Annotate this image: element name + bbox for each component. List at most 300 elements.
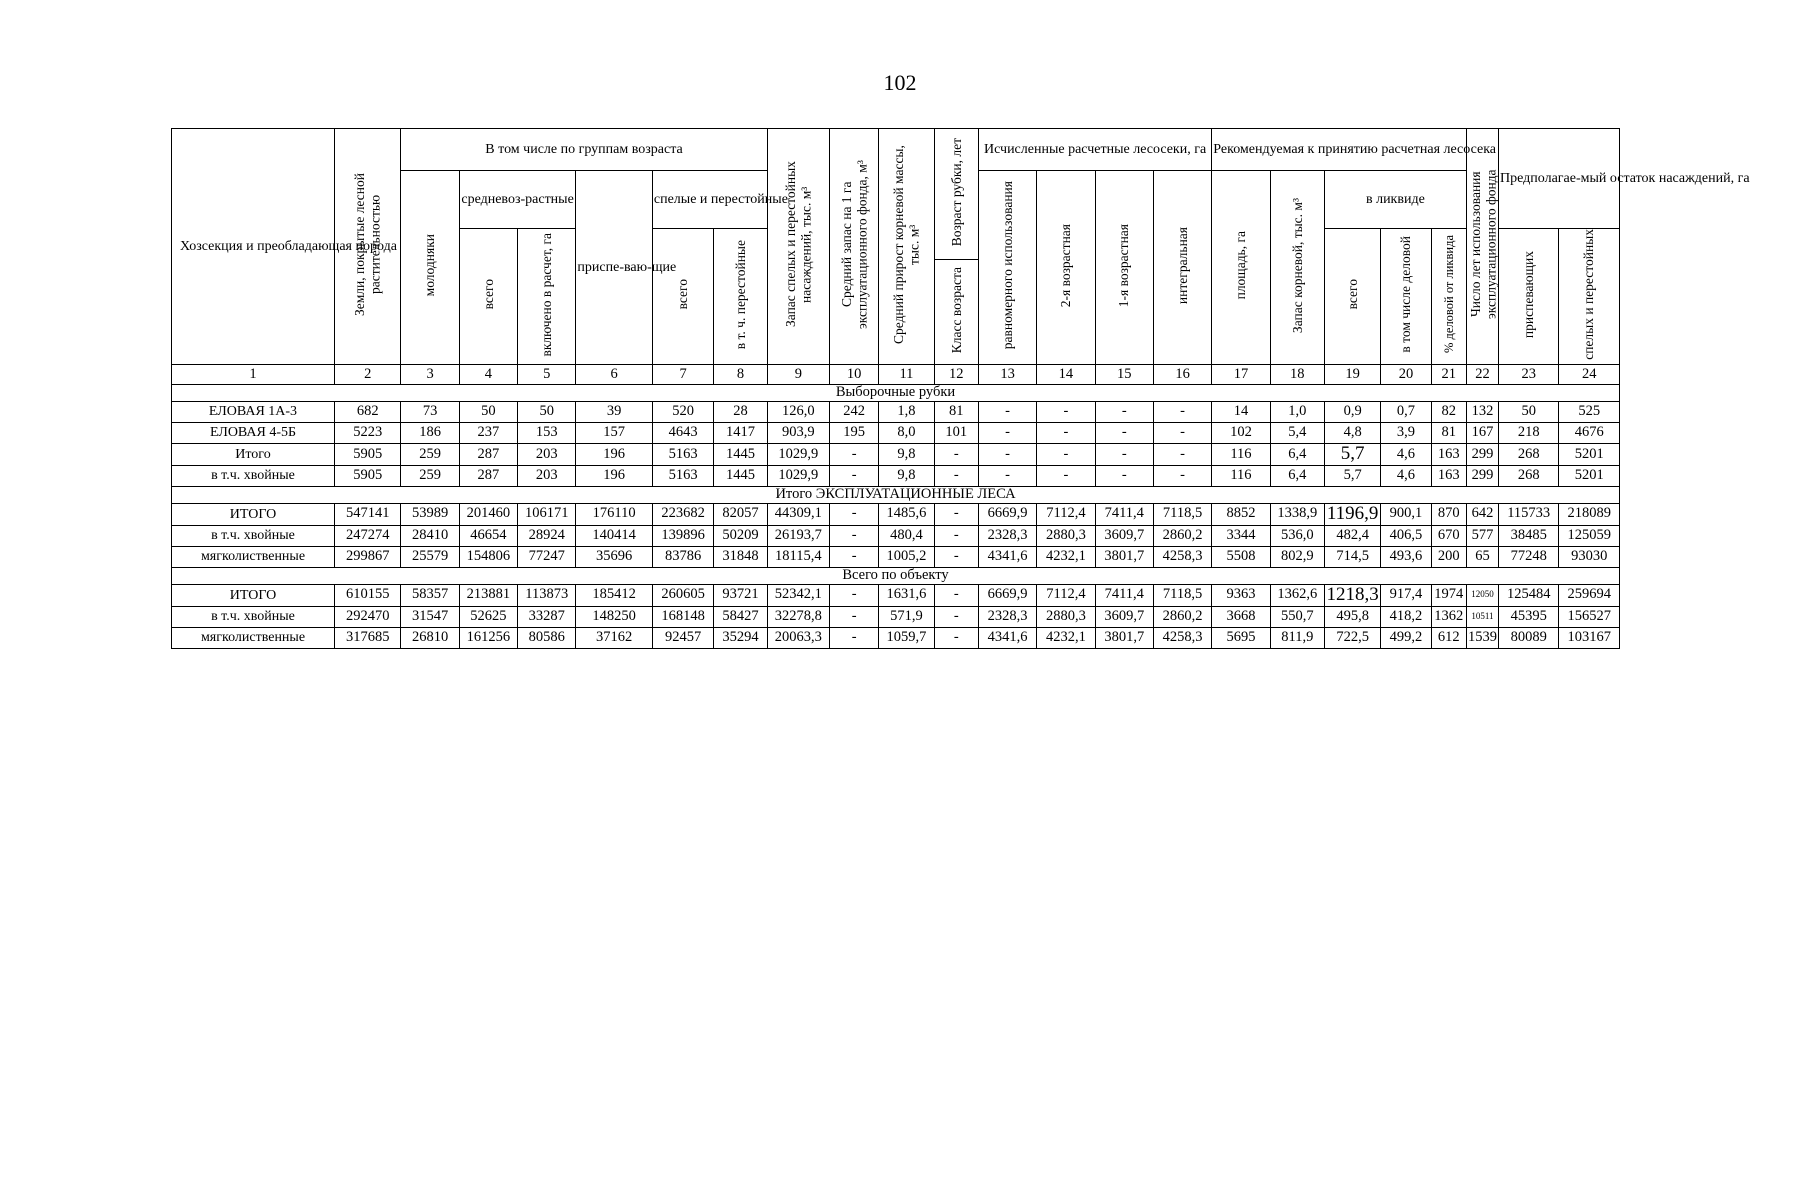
table-cell: 83786 xyxy=(652,546,713,567)
table-cell: 35294 xyxy=(714,627,767,648)
header-integralnaya: интегральная xyxy=(1153,171,1211,365)
table-cell: 610155 xyxy=(334,584,400,606)
table-row xyxy=(172,584,1620,606)
table-cell: 38485 xyxy=(1499,525,1559,546)
table-cell: 203 xyxy=(518,444,576,466)
table-cell: - xyxy=(1095,402,1153,423)
section-row xyxy=(172,385,1620,402)
table-cell: 3668 xyxy=(1212,606,1270,627)
table-cell: 77247 xyxy=(518,546,576,567)
table-cell: 802,9 xyxy=(1270,546,1324,567)
column-number: 17 xyxy=(1212,365,1270,385)
table-cell: 167 xyxy=(1466,423,1498,444)
section-row xyxy=(172,487,1620,504)
column-number: 18 xyxy=(1270,365,1324,385)
table-cell: 132 xyxy=(1466,402,1498,423)
column-number: 8 xyxy=(714,365,767,385)
table-cell: 31547 xyxy=(401,606,459,627)
table-cell: 2328,3 xyxy=(978,606,1036,627)
header-ischislennye: Исчисленные расчетные лесосеки, га xyxy=(978,129,1211,171)
table-cell: 4258,3 xyxy=(1153,546,1211,567)
row-label: ИТОГО xyxy=(172,503,335,525)
table-cell: 493,6 xyxy=(1381,546,1431,567)
table-cell: 93030 xyxy=(1559,546,1620,567)
table-cell: 125059 xyxy=(1559,525,1620,546)
table-cell: - xyxy=(978,466,1036,487)
table-cell: - xyxy=(934,627,978,648)
header-spelye: спелые и перестойные xyxy=(652,171,767,229)
table-cell: - xyxy=(934,584,978,606)
table-cell: 9,8 xyxy=(879,466,934,487)
column-number: 7 xyxy=(652,365,713,385)
table-cell: 259694 xyxy=(1559,584,1620,606)
column-number: 14 xyxy=(1037,365,1095,385)
table-cell: 482,4 xyxy=(1324,525,1380,546)
table-cell: 4232,1 xyxy=(1037,627,1095,648)
table-cell: 525 xyxy=(1559,402,1620,423)
header-hozsekciya: Хозсекция и преобладающая порода xyxy=(172,129,335,365)
table-cell: - xyxy=(1095,466,1153,487)
header-ploshad: площадь, га xyxy=(1212,171,1270,365)
table-cell: 8,0 xyxy=(879,423,934,444)
section-title: Итого ЭКСПЛУАТАЦИОННЫЕ ЛЕСА xyxy=(172,487,1620,504)
row-label: мягколиственные xyxy=(172,627,335,648)
table-cell: 870 xyxy=(1431,503,1466,525)
table-cell: 6,4 xyxy=(1270,444,1324,466)
table-cell: 58357 xyxy=(401,584,459,606)
row-label: в т.ч. хвойные xyxy=(172,466,335,487)
table-cell: 31848 xyxy=(714,546,767,567)
table-cell: - xyxy=(1153,423,1211,444)
table-cell: 4258,3 xyxy=(1153,627,1211,648)
header-molodnyaki: молодняки xyxy=(401,171,459,365)
table-cell: 6669,9 xyxy=(978,503,1036,525)
table-cell: 811,9 xyxy=(1270,627,1324,648)
table-cell: 32278,8 xyxy=(767,606,829,627)
table-cell: 2328,3 xyxy=(978,525,1036,546)
table-cell: 25579 xyxy=(401,546,459,567)
column-number: 24 xyxy=(1559,365,1620,385)
table-cell: 4676 xyxy=(1559,423,1620,444)
table-cell: 577 xyxy=(1466,525,1498,546)
table-cell: 106171 xyxy=(518,503,576,525)
column-number: 1 xyxy=(172,365,335,385)
column-numbers-row xyxy=(172,365,1620,385)
table-cell: 1417 xyxy=(714,423,767,444)
table-cell: 5201 xyxy=(1559,466,1620,487)
table-cell: 203 xyxy=(518,466,576,487)
table-cell: 37162 xyxy=(576,627,652,648)
table-cell: 5201 xyxy=(1559,444,1620,466)
table-cell: - xyxy=(830,525,879,546)
table-cell: 259 xyxy=(401,444,459,466)
header-vozrast-rubki: Возраст рубки, лет xyxy=(934,129,978,260)
table-cell: 92457 xyxy=(652,627,713,648)
table-cell: 268 xyxy=(1499,466,1559,487)
table-cell: - xyxy=(978,444,1036,466)
header-delovoy: в том числе деловой xyxy=(1381,229,1431,365)
table-cell: 1338,9 xyxy=(1270,503,1324,525)
table-cell: 80089 xyxy=(1499,627,1559,648)
table-cell: 287 xyxy=(459,444,517,466)
header-predpolagaemyy: Предполагае-мый остаток насаждений, га xyxy=(1499,129,1620,229)
table-cell: 268 xyxy=(1499,444,1559,466)
column-number: 23 xyxy=(1499,365,1559,385)
table-cell: 65 xyxy=(1466,546,1498,567)
table-cell: 80586 xyxy=(518,627,576,648)
table-cell: 113873 xyxy=(518,584,576,606)
table-row xyxy=(172,402,1620,423)
table-cell: 163 xyxy=(1431,444,1466,466)
table-cell: 4,6 xyxy=(1381,466,1431,487)
table-cell: 5905 xyxy=(334,466,400,487)
table-cell: 5223 xyxy=(334,423,400,444)
table-cell: 14 xyxy=(1212,402,1270,423)
table-cell: - xyxy=(1095,423,1153,444)
table-cell: 1445 xyxy=(714,466,767,487)
table-cell: 682 xyxy=(334,402,400,423)
table-cell: 153 xyxy=(518,423,576,444)
row-label: Итого xyxy=(172,444,335,466)
table-cell: 259 xyxy=(401,466,459,487)
header-srednevoz: средневоз-растные xyxy=(459,171,576,229)
table-cell: 520 xyxy=(652,402,713,423)
table-row xyxy=(172,546,1620,567)
header-vozr1: 1-я возрастная xyxy=(1095,171,1153,365)
table-cell: 6,4 xyxy=(1270,466,1324,487)
column-number: 5 xyxy=(518,365,576,385)
table-cell: 917,4 xyxy=(1381,584,1431,606)
table-cell: 3609,7 xyxy=(1095,525,1153,546)
table-cell: 1445 xyxy=(714,444,767,466)
column-number: 6 xyxy=(576,365,652,385)
table-cell: - xyxy=(830,546,879,567)
column-number: 12 xyxy=(934,365,978,385)
table-cell: 93721 xyxy=(714,584,767,606)
table-row xyxy=(172,423,1620,444)
table-cell: 8852 xyxy=(1212,503,1270,525)
table-cell: 125484 xyxy=(1499,584,1559,606)
table-cell: 260605 xyxy=(652,584,713,606)
table-cell: 148250 xyxy=(576,606,652,627)
header-likvid-vsego: всего xyxy=(1324,229,1380,365)
column-number: 9 xyxy=(767,365,829,385)
table-cell: 50209 xyxy=(714,525,767,546)
table-cell: 722,5 xyxy=(1324,627,1380,648)
table-cell: 642 xyxy=(1466,503,1498,525)
table-cell: 33287 xyxy=(518,606,576,627)
column-number: 3 xyxy=(401,365,459,385)
table-cell: 1362 xyxy=(1431,606,1466,627)
table-row xyxy=(172,606,1620,627)
table-cell: 900,1 xyxy=(1381,503,1431,525)
table-cell: 550,7 xyxy=(1270,606,1324,627)
table-body xyxy=(172,365,1620,648)
table-cell: 168148 xyxy=(652,606,713,627)
table-cell: 9363 xyxy=(1212,584,1270,606)
table-cell: 495,8 xyxy=(1324,606,1380,627)
table-row xyxy=(172,503,1620,525)
table-cell: 2880,3 xyxy=(1037,606,1095,627)
table-cell: 28410 xyxy=(401,525,459,546)
table-cell: 7112,4 xyxy=(1037,503,1095,525)
table-cell: 218089 xyxy=(1559,503,1620,525)
table-cell: 81 xyxy=(1431,423,1466,444)
table-cell: 218 xyxy=(1499,423,1559,444)
column-number: 4 xyxy=(459,365,517,385)
header-rekomenduemaya: Рекомендуемая к принятию расчетная лесосека xyxy=(1212,129,1467,171)
table-cell: - xyxy=(934,466,978,487)
table-cell: 2860,2 xyxy=(1153,525,1211,546)
column-number: 19 xyxy=(1324,365,1380,385)
table-cell: 53989 xyxy=(401,503,459,525)
table-cell: 52625 xyxy=(459,606,517,627)
table-cell: 0,9 xyxy=(1324,402,1380,423)
table-cell: 5695 xyxy=(1212,627,1270,648)
table-cell: - xyxy=(1037,423,1095,444)
row-label: ИТОГО xyxy=(172,584,335,606)
column-number: 2 xyxy=(334,365,400,385)
header-spelyh: спелых и перестойных xyxy=(1559,229,1620,365)
table-cell: 406,5 xyxy=(1381,525,1431,546)
table-cell: 52342,1 xyxy=(767,584,829,606)
table-cell: 242 xyxy=(830,402,879,423)
table-cell: 1218,3 xyxy=(1324,584,1380,606)
table-cell: 547141 xyxy=(334,503,400,525)
row-label: ЕЛОВАЯ 4-5Б xyxy=(172,423,335,444)
table-cell: 1196,9 xyxy=(1324,503,1380,525)
table-cell: 7118,5 xyxy=(1153,503,1211,525)
table-cell: - xyxy=(934,444,978,466)
table-cell: 571,9 xyxy=(879,606,934,627)
table-cell: 3801,7 xyxy=(1095,546,1153,567)
table-cell: 101 xyxy=(934,423,978,444)
table-cell: 2880,3 xyxy=(1037,525,1095,546)
table-cell: 5508 xyxy=(1212,546,1270,567)
table-cell: 44309,1 xyxy=(767,503,829,525)
table-cell: 0,7 xyxy=(1381,402,1431,423)
table-cell: 499,2 xyxy=(1381,627,1431,648)
table-cell: 9,8 xyxy=(879,444,934,466)
table-cell: - xyxy=(978,423,1036,444)
table-cell: 10511 xyxy=(1466,606,1498,627)
page-number: 102 xyxy=(883,70,917,95)
table-cell: 77248 xyxy=(1499,546,1559,567)
table-cell: - xyxy=(1037,466,1095,487)
table-row xyxy=(172,466,1620,487)
table-cell: 670 xyxy=(1431,525,1466,546)
table-cell: 140414 xyxy=(576,525,652,546)
table-cell: 4,8 xyxy=(1324,423,1380,444)
table-cell: 1539 xyxy=(1466,627,1498,648)
table-cell: 200 xyxy=(1431,546,1466,567)
table-cell: 81 xyxy=(934,402,978,423)
table-cell: 28924 xyxy=(518,525,576,546)
table-cell: 3344 xyxy=(1212,525,1270,546)
table-cell: 1029,9 xyxy=(767,444,829,466)
table-cell: 176110 xyxy=(576,503,652,525)
table-cell: 1974 xyxy=(1431,584,1466,606)
table-cell: 12050 xyxy=(1466,584,1498,606)
column-number: 15 xyxy=(1095,365,1153,385)
table-cell: 154806 xyxy=(459,546,517,567)
table-cell: 4232,1 xyxy=(1037,546,1095,567)
table-cell: 18115,4 xyxy=(767,546,829,567)
table-cell: 292470 xyxy=(334,606,400,627)
table-cell: 73 xyxy=(401,402,459,423)
table-cell: 1005,2 xyxy=(879,546,934,567)
table-cell: 247274 xyxy=(334,525,400,546)
section-title: Всего по объекту xyxy=(172,567,1620,584)
header-vozr2: 2-я возрастная xyxy=(1037,171,1095,365)
header-prispevayushie: приспе-ваю-щие xyxy=(576,171,652,365)
header-spelye-vsego: всего xyxy=(652,229,713,365)
table-cell: 7112,4 xyxy=(1037,584,1095,606)
header-zapas: Запас спелых и перестойных насаждений, тыс. м³ xyxy=(767,129,829,365)
header-prispevayushih: приспевающих xyxy=(1499,229,1559,365)
table-cell: 4341,6 xyxy=(978,546,1036,567)
table-cell: 186 xyxy=(401,423,459,444)
table-cell: 157 xyxy=(576,423,652,444)
table-cell: - xyxy=(1095,444,1153,466)
table-cell: - xyxy=(830,627,879,648)
table-cell: 20063,3 xyxy=(767,627,829,648)
header-sredniy-zapas: Средний запас на 1 га эксплуатационного фонда, м³ xyxy=(830,129,879,365)
table-cell: 39 xyxy=(576,402,652,423)
table-cell: 6669,9 xyxy=(978,584,1036,606)
table-cell: 201460 xyxy=(459,503,517,525)
section-row xyxy=(172,567,1620,584)
table-cell: 102 xyxy=(1212,423,1270,444)
table-cell: 5163 xyxy=(652,444,713,466)
table-cell: 213881 xyxy=(459,584,517,606)
section-title: Выборочные рубки xyxy=(172,385,1620,402)
table-cell: 3801,7 xyxy=(1095,627,1153,648)
table-cell: 317685 xyxy=(334,627,400,648)
table-header xyxy=(172,129,1750,365)
table-cell: 612 xyxy=(1431,627,1466,648)
table-cell: - xyxy=(1153,444,1211,466)
table-cell: 82 xyxy=(1431,402,1466,423)
table-cell: 26810 xyxy=(401,627,459,648)
table-cell: 4341,6 xyxy=(978,627,1036,648)
header-vtch-perestoynye: в т. ч. перестойные xyxy=(714,229,767,365)
table-cell: - xyxy=(934,546,978,567)
table-row xyxy=(172,525,1620,546)
table-cell: - xyxy=(934,606,978,627)
table-cell: 1631,6 xyxy=(879,584,934,606)
header-ravnomernogo: равномерного использования xyxy=(978,171,1036,365)
table-cell: 1029,9 xyxy=(767,466,829,487)
table-cell: 46654 xyxy=(459,525,517,546)
table-cell: 161256 xyxy=(459,627,517,648)
table-cell: - xyxy=(830,503,879,525)
table-cell: 5,4 xyxy=(1270,423,1324,444)
table-cell: 418,2 xyxy=(1381,606,1431,627)
table-cell: 1059,7 xyxy=(879,627,934,648)
header-zapas-kornevoy: Запас корневой, тыс. м³ xyxy=(1270,171,1324,365)
column-number: 21 xyxy=(1431,365,1466,385)
column-number: 22 xyxy=(1466,365,1498,385)
table-cell: 1,8 xyxy=(879,402,934,423)
row-label: мягколиственные xyxy=(172,546,335,567)
table-cell: 163 xyxy=(1431,466,1466,487)
table-cell: 7411,4 xyxy=(1095,584,1153,606)
table-cell: 5163 xyxy=(652,466,713,487)
header-v-tom-chisle: В том числе по группам возраста xyxy=(401,129,767,171)
header-vklyucheno: включено в расчет, га xyxy=(518,229,576,365)
column-number: 11 xyxy=(879,365,934,385)
table-cell: 237 xyxy=(459,423,517,444)
table-cell: - xyxy=(830,606,879,627)
table-cell: 223682 xyxy=(652,503,713,525)
table-cell: 480,4 xyxy=(879,525,934,546)
table-cell: 5,7 xyxy=(1324,466,1380,487)
table-cell: 1,0 xyxy=(1270,402,1324,423)
table-cell: 126,0 xyxy=(767,402,829,423)
table-cell: 196 xyxy=(576,466,652,487)
table-cell: 195 xyxy=(830,423,879,444)
table-cell: 2860,2 xyxy=(1153,606,1211,627)
table-cell: 196 xyxy=(576,444,652,466)
table-cell: 903,9 xyxy=(767,423,829,444)
header-klass-vozrasta: Класс возраста xyxy=(934,260,978,365)
header-sredniy-prirost: Средний прирост корневой массы, тыс. м³ xyxy=(879,129,934,365)
table-cell: 115733 xyxy=(1499,503,1559,525)
header-v-likvide: в ликвиде xyxy=(1324,171,1466,229)
table-cell: 50 xyxy=(1499,402,1559,423)
table-row xyxy=(172,444,1620,466)
column-number: 16 xyxy=(1153,365,1211,385)
table-cell: - xyxy=(1037,444,1095,466)
header-pct-delovoy: % деловой от ликвида xyxy=(1431,229,1466,365)
header-srednevoz-vsego: всего xyxy=(459,229,517,365)
table-cell: 299867 xyxy=(334,546,400,567)
table-cell: 3609,7 xyxy=(1095,606,1153,627)
table-cell: - xyxy=(934,503,978,525)
table-row xyxy=(172,627,1620,648)
table-cell: 299 xyxy=(1466,444,1498,466)
table-cell: 50 xyxy=(459,402,517,423)
table-cell: 5905 xyxy=(334,444,400,466)
table-cell: - xyxy=(830,584,879,606)
table-cell: - xyxy=(1153,402,1211,423)
table-cell: 4,6 xyxy=(1381,444,1431,466)
table-cell: 714,5 xyxy=(1324,546,1380,567)
table-cell: 5,7 xyxy=(1324,444,1380,466)
table-cell: - xyxy=(1153,466,1211,487)
table-cell: 50 xyxy=(518,402,576,423)
header-zemli: Земли, покрытые лесной растительностью xyxy=(334,129,400,365)
table-cell: 156527 xyxy=(1559,606,1620,627)
header-chislo-let: Число лет использования эксплуатационного фонда xyxy=(1466,129,1498,365)
table-cell: 287 xyxy=(459,466,517,487)
table-cell: 1485,6 xyxy=(879,503,934,525)
row-label: ЕЛОВАЯ 1А-3 xyxy=(172,402,335,423)
row-label: в т.ч. хвойные xyxy=(172,606,335,627)
table-cell: 7118,5 xyxy=(1153,584,1211,606)
table-cell: 82057 xyxy=(714,503,767,525)
table-cell: 4643 xyxy=(652,423,713,444)
table-cell: 1362,6 xyxy=(1270,584,1324,606)
table-cell: - xyxy=(978,402,1036,423)
row-label: в т.ч. хвойные xyxy=(172,525,335,546)
table-cell: 28 xyxy=(714,402,767,423)
table-cell: 299 xyxy=(1466,466,1498,487)
table-cell: 26193,7 xyxy=(767,525,829,546)
table-cell: 45395 xyxy=(1499,606,1559,627)
table-cell: 7411,4 xyxy=(1095,503,1153,525)
